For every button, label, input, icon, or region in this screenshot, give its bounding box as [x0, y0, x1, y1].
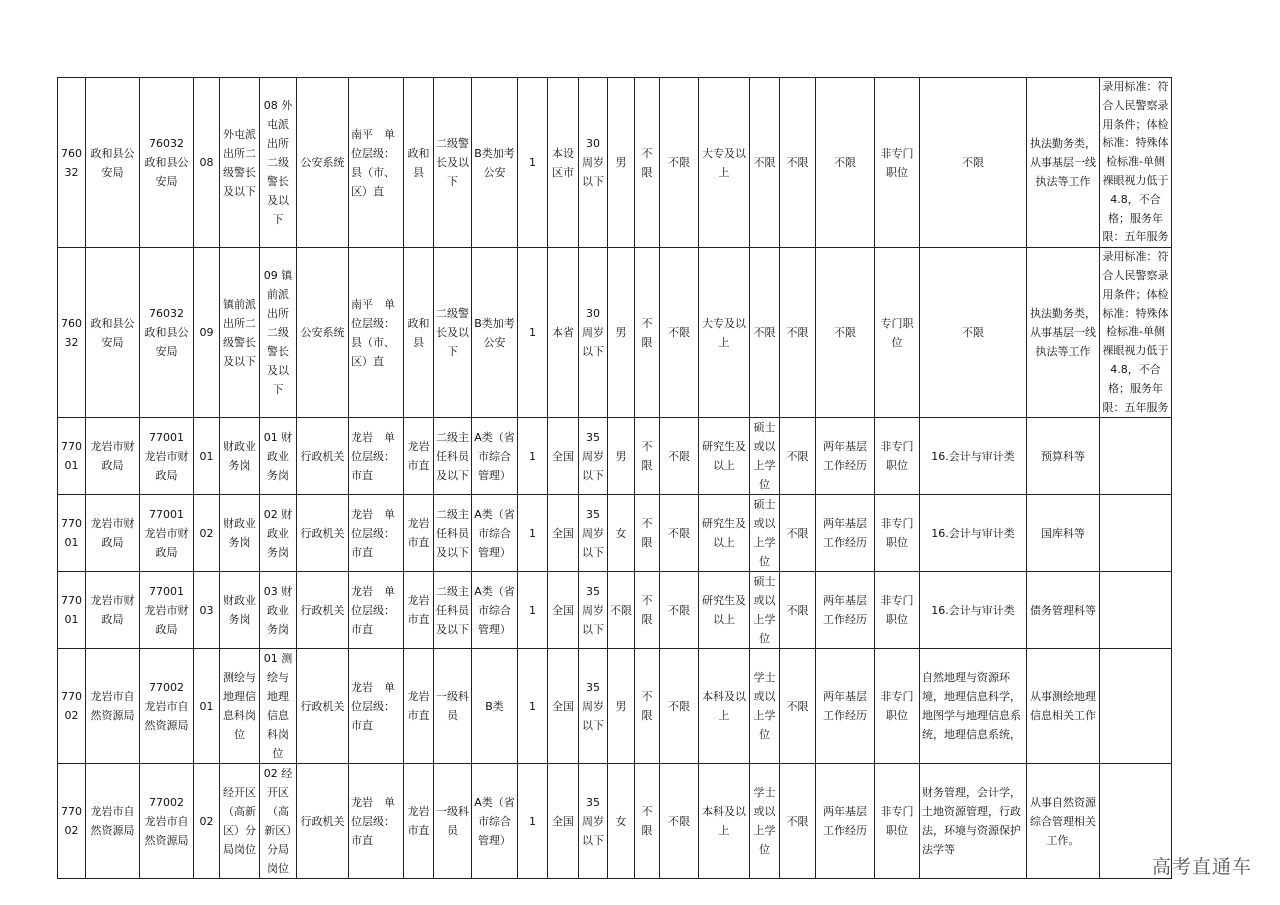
cell-politics: 不限 — [660, 418, 699, 495]
table-row — [58, 495, 1172, 572]
cell-ethnic: 不限 — [635, 418, 660, 495]
cell-nature: 非专门职位 — [875, 78, 920, 248]
cell-unit: 政和县公安局 — [86, 248, 140, 418]
cell-pos-name: 财政业务岗 — [220, 572, 260, 649]
cell-level: 南平 单位层级：县（市、区）直 — [349, 78, 404, 248]
cell-politics: 不限 — [660, 649, 699, 764]
cell-gender: 女 — [608, 764, 635, 879]
cell-code: 77002 — [58, 764, 86, 879]
cell-experience: 两年基层工作经历 — [816, 572, 875, 649]
cell-system: 行政机关 — [297, 649, 349, 764]
cell-rank: 二级主任科员及以下 — [434, 418, 472, 495]
cell-pos-desc: 02 经开区（高新区）分局岗位 — [260, 764, 297, 879]
table-row — [58, 764, 1172, 879]
cell-education: 本科及以上 — [699, 649, 750, 764]
cell-c1: 不限 — [780, 649, 816, 764]
cell-experience: 两年基层工作经历 — [816, 764, 875, 879]
cell-region: 龙岩市直 — [404, 649, 434, 764]
cell-politics: 不限 — [660, 248, 699, 418]
cell-exam: A类（省市综合管理） — [472, 495, 518, 572]
cell-duty: 债务管理科等 — [1027, 572, 1100, 649]
cell-degree: 学士或以上学位 — [750, 649, 780, 764]
cell-nature: 非专门职位 — [875, 764, 920, 879]
cell-major: 不限 — [920, 248, 1027, 418]
cell-age: 35周岁以下 — [579, 764, 608, 879]
cell-pos-code: 01 — [194, 649, 220, 764]
cell-code: 77001 — [58, 418, 86, 495]
cell-exam: B类加考公安 — [472, 78, 518, 248]
cell-c1: 不限 — [780, 418, 816, 495]
cell-origin: 全国 — [548, 418, 579, 495]
cell-pos-desc: 01 测绘与地理信息科岗位 — [260, 649, 297, 764]
cell-pos-name: 镇前派出所二级警长及以下 — [220, 248, 260, 418]
cell-rank: 二级警长及以下 — [434, 78, 472, 248]
cell-nature: 非专门职位 — [875, 572, 920, 649]
cell-pos-code: 02 — [194, 495, 220, 572]
cell-c1: 不限 — [780, 248, 816, 418]
cell-unit-code: 77002 龙岩市自然资源局 — [140, 764, 194, 879]
cell-politics: 不限 — [660, 764, 699, 879]
cell-ethnic: 不限 — [635, 572, 660, 649]
cell-system: 公安系统 — [297, 248, 349, 418]
cell-rank: 一级科员 — [434, 649, 472, 764]
cell-gender: 不限 — [608, 572, 635, 649]
watermark: 高考直通车 — [1151, 856, 1252, 878]
cell-pos-name: 财政业务岗 — [220, 418, 260, 495]
cell-region: 政和县 — [404, 248, 434, 418]
cell-unit: 龙岩市财政局 — [86, 418, 140, 495]
cell-age: 30周岁以下 — [579, 248, 608, 418]
cell-gender: 男 — [608, 248, 635, 418]
cell-pos-desc: 03 财政业务岗 — [260, 572, 297, 649]
table-row — [58, 572, 1172, 649]
cell-ethnic: 不限 — [635, 649, 660, 764]
cell-degree: 硕士或以上学位 — [750, 418, 780, 495]
cell-exam: A类（省市综合管理） — [472, 764, 518, 879]
cell-nature: 非专门职位 — [875, 649, 920, 764]
cell-origin: 全国 — [548, 649, 579, 764]
cell-gender: 男 — [608, 78, 635, 248]
cell-exam: A类（省市综合管理） — [472, 418, 518, 495]
cell-degree: 不限 — [750, 78, 780, 248]
cell-nature: 专门职位 — [875, 248, 920, 418]
cell-rank: 二级主任科员及以下 — [434, 495, 472, 572]
cell-age: 30周岁以下 — [579, 78, 608, 248]
cell-age: 35周岁以下 — [579, 495, 608, 572]
cell-note: 录用标准：符合人民警察录用条件；体检标准：特殊体检标准-单侧裸眼视力低于4.8，不合格；服务年限：五年服务 — [1100, 78, 1172, 248]
cell-note — [1100, 418, 1172, 495]
cell-experience: 两年基层工作经历 — [816, 495, 875, 572]
cell-note — [1100, 572, 1172, 649]
cell-note — [1100, 649, 1172, 764]
cell-duty: 预算科等 — [1027, 418, 1100, 495]
cell-politics: 不限 — [660, 495, 699, 572]
cell-c1: 不限 — [780, 764, 816, 879]
cell-level: 龙岩 单位层级：市直 — [349, 764, 404, 879]
cell-major: 16.会计与审计类 — [920, 418, 1027, 495]
cell-education: 研究生及以上 — [699, 495, 750, 572]
cell-region: 龙岩市直 — [404, 572, 434, 649]
cell-unit-code: 77001 龙岩市财政局 — [140, 495, 194, 572]
cell-c1: 不限 — [780, 78, 816, 248]
cell-pos-desc: 09 镇前派出所二级警长及以下 — [260, 248, 297, 418]
job-table — [57, 77, 1172, 879]
cell-major: 财务管理，会计学，土地资源管理，行政法，环境与资源保护法学等 — [920, 764, 1027, 879]
cell-experience: 两年基层工作经历 — [816, 418, 875, 495]
cell-duty: 执法勤务类，从事基层一线执法等工作 — [1027, 78, 1100, 248]
cell-education: 大专及以上 — [699, 248, 750, 418]
cell-level: 龙岩 单位层级：市直 — [349, 572, 404, 649]
cell-unit-code: 76032 政和县公安局 — [140, 248, 194, 418]
cell-nature: 非专门职位 — [875, 495, 920, 572]
cell-rank: 一级科员 — [434, 764, 472, 879]
cell-education: 研究生及以上 — [699, 418, 750, 495]
cell-origin: 本设区市 — [548, 78, 579, 248]
cell-count: 1 — [518, 495, 548, 572]
cell-experience: 不限 — [816, 78, 875, 248]
cell-education: 研究生及以上 — [699, 572, 750, 649]
cell-ethnic: 不限 — [635, 764, 660, 879]
cell-exam: A类（省市综合管理） — [472, 572, 518, 649]
cell-rank: 二级警长及以下 — [434, 248, 472, 418]
cell-ethnic: 不限 — [635, 78, 660, 248]
cell-degree: 不限 — [750, 248, 780, 418]
cell-c1: 不限 — [780, 572, 816, 649]
cell-count: 1 — [518, 248, 548, 418]
cell-education: 本科及以上 — [699, 764, 750, 879]
cell-gender: 男 — [608, 649, 635, 764]
cell-age: 35周岁以下 — [579, 649, 608, 764]
cell-count: 1 — [518, 78, 548, 248]
cell-count: 1 — [518, 572, 548, 649]
cell-system: 行政机关 — [297, 572, 349, 649]
cell-code: 77001 — [58, 495, 86, 572]
cell-rank: 二级主任科员及以下 — [434, 572, 472, 649]
cell-unit: 政和县公安局 — [86, 78, 140, 248]
cell-unit-code: 77001 龙岩市财政局 — [140, 418, 194, 495]
cell-origin: 全国 — [548, 764, 579, 879]
cell-c1: 不限 — [780, 495, 816, 572]
cell-exam: B类 — [472, 649, 518, 764]
cell-region: 政和县 — [404, 78, 434, 248]
cell-major: 16.会计与审计类 — [920, 495, 1027, 572]
cell-region: 龙岩市直 — [404, 764, 434, 879]
cell-count: 1 — [518, 764, 548, 879]
cell-unit: 龙岩市自然资源局 — [86, 764, 140, 879]
cell-unit: 龙岩市自然资源局 — [86, 649, 140, 764]
cell-unit-code: 77002 龙岩市自然资源局 — [140, 649, 194, 764]
cell-pos-name: 测绘与地理信息科岗位 — [220, 649, 260, 764]
cell-level: 龙岩 单位层级：市直 — [349, 418, 404, 495]
cell-code: 76032 — [58, 78, 86, 248]
cell-unit: 龙岩市财政局 — [86, 495, 140, 572]
cell-politics: 不限 — [660, 78, 699, 248]
cell-unit-code: 77001 龙岩市财政局 — [140, 572, 194, 649]
cell-major: 不限 — [920, 78, 1027, 248]
cell-pos-code: 01 — [194, 418, 220, 495]
cell-code: 76032 — [58, 248, 86, 418]
cell-pos-code: 03 — [194, 572, 220, 649]
cell-major: 16.会计与审计类 — [920, 572, 1027, 649]
cell-politics: 不限 — [660, 572, 699, 649]
cell-code: 77001 — [58, 572, 86, 649]
cell-age: 35周岁以下 — [579, 418, 608, 495]
cell-nature: 非专门职位 — [875, 418, 920, 495]
cell-duty: 从事测绘地理信息相关工作 — [1027, 649, 1100, 764]
cell-degree: 学士或以上学位 — [750, 764, 780, 879]
cell-level: 南平 单位层级：县（市、区）直 — [349, 248, 404, 418]
cell-age: 35周岁以下 — [579, 572, 608, 649]
cell-pos-desc: 01 财政业务岗 — [260, 418, 297, 495]
table-row — [58, 248, 1172, 418]
cell-origin: 全国 — [548, 495, 579, 572]
cell-ethnic: 不限 — [635, 495, 660, 572]
cell-major: 自然地理与资源环境，地理信息科学，地图学与地理信息系统，地理信息系统， — [920, 649, 1027, 764]
cell-pos-name: 经开区（高新区）分局岗位 — [220, 764, 260, 879]
cell-gender: 男 — [608, 418, 635, 495]
cell-unit: 龙岩市财政局 — [86, 572, 140, 649]
cell-gender: 女 — [608, 495, 635, 572]
cell-region: 龙岩市直 — [404, 495, 434, 572]
cell-unit-code: 76032 政和县公安局 — [140, 78, 194, 248]
cell-degree: 硕士或以上学位 — [750, 572, 780, 649]
cell-level: 龙岩 单位层级：市直 — [349, 495, 404, 572]
cell-duty: 国库科等 — [1027, 495, 1100, 572]
cell-level: 龙岩 单位层级：市直 — [349, 649, 404, 764]
cell-system: 行政机关 — [297, 418, 349, 495]
cell-duty: 从事自然资源综合管理相关工作。 — [1027, 764, 1100, 879]
cell-experience: 不限 — [816, 248, 875, 418]
cell-origin: 全国 — [548, 572, 579, 649]
cell-pos-code: 09 — [194, 248, 220, 418]
cell-ethnic: 不限 — [635, 248, 660, 418]
cell-education: 大专及以上 — [699, 78, 750, 248]
cell-region: 龙岩市直 — [404, 418, 434, 495]
table-body — [58, 78, 1172, 879]
cell-system: 行政机关 — [297, 764, 349, 879]
table-row — [58, 649, 1172, 764]
cell-pos-code: 08 — [194, 78, 220, 248]
cell-code: 77002 — [58, 649, 86, 764]
cell-system: 公安系统 — [297, 78, 349, 248]
cell-pos-desc: 02 财政业务岗 — [260, 495, 297, 572]
cell-experience: 两年基层工作经历 — [816, 649, 875, 764]
table-row — [58, 78, 1172, 248]
cell-system: 行政机关 — [297, 495, 349, 572]
cell-origin: 本省 — [548, 248, 579, 418]
cell-count: 1 — [518, 418, 548, 495]
cell-pos-desc: 08 外屯派出所二级警长及以下 — [260, 78, 297, 248]
table-row — [58, 418, 1172, 495]
cell-note — [1100, 495, 1172, 572]
cell-count: 1 — [518, 649, 548, 764]
cell-duty: 执法勤务类，从事基层一线执法等工作 — [1027, 248, 1100, 418]
cell-pos-name: 外屯派出所二级警长及以下 — [220, 78, 260, 248]
cell-degree: 硕士或以上学位 — [750, 495, 780, 572]
cell-pos-name: 财政业务岗 — [220, 495, 260, 572]
cell-exam: B类加考公安 — [472, 248, 518, 418]
cell-note: 录用标准：符合人民警察录用条件；体检标准：特殊体检标准-单侧裸眼视力低于4.8，不合格；服务年限：五年服务 — [1100, 248, 1172, 418]
cell-pos-code: 02 — [194, 764, 220, 879]
